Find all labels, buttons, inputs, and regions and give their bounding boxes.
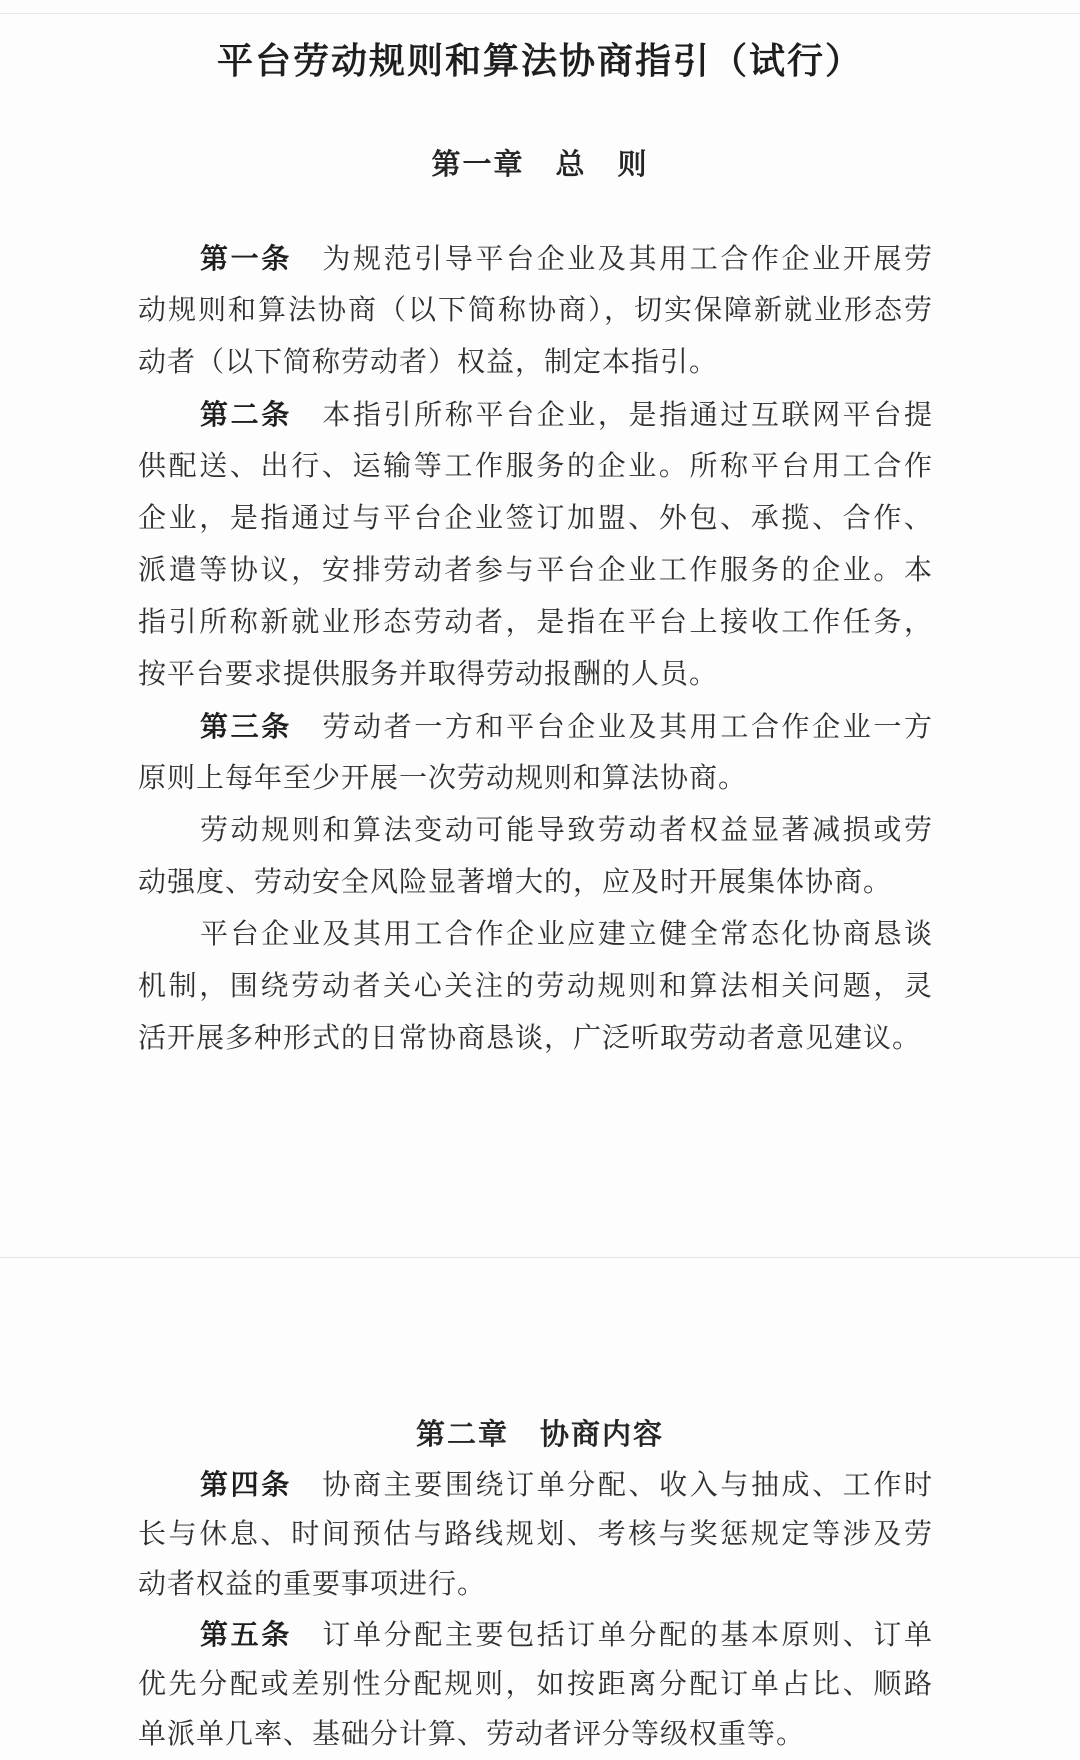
chapter-heading-1: 第一章 总 则 xyxy=(431,149,649,181)
text-line xyxy=(138,753,933,805)
line-text: 企业，是指通过与平台企业签订加盟、外包、承揽、合作、 xyxy=(138,503,933,534)
line-text: 活开展多种形式的日常协商恳谈，广泛听取劳动者意见建议。 xyxy=(138,1023,922,1054)
text-line xyxy=(138,337,933,389)
text-line xyxy=(138,857,933,909)
text-line xyxy=(138,285,933,337)
line-text: 动者（以下简称劳动者）权益，制定本指引。 xyxy=(138,347,719,378)
line-text: 本指引所称平台企业，是指通过互联网平台提 xyxy=(291,400,933,431)
text-line xyxy=(138,1660,933,1710)
document-title: 平台劳动规则和算法协商指引（试行） xyxy=(216,40,863,81)
text-line xyxy=(138,701,933,753)
text-line xyxy=(138,1460,933,1510)
line-text: 单派单几率、基础分计算、劳动者评分等级权重等。 xyxy=(138,1719,806,1750)
text-line xyxy=(138,1610,933,1660)
page-top-divider xyxy=(0,13,1080,14)
line-text: 订单分配主要包括订单分配的基本原则、订单 xyxy=(291,1620,933,1651)
article-number-label: 第五条 xyxy=(200,1619,292,1650)
page-1-body xyxy=(138,233,933,1065)
line-text: 动者权益的重要事项进行。 xyxy=(138,1569,487,1600)
text-line xyxy=(138,493,933,545)
text-line xyxy=(138,233,933,285)
line-text: 机制，围绕劳动者关心关注的劳动规则和算法相关问题，灵 xyxy=(138,971,933,1002)
text-line xyxy=(138,1560,933,1610)
line-text: 协商主要围绕订单分配、收入与抽成、工作时 xyxy=(291,1470,933,1501)
chapter-heading-2: 第二章 协商内容 xyxy=(415,1419,664,1451)
text-line xyxy=(138,961,933,1013)
article-number-label: 第一条 xyxy=(200,243,292,274)
text-line xyxy=(138,1510,933,1560)
text-line xyxy=(138,389,933,441)
page-separator-line xyxy=(0,1257,1080,1258)
line-text: 派遣等协议，安排劳动者参与平台企业工作服务的企业。本 xyxy=(138,555,933,586)
line-text: 供配送、出行、运输等工作服务的企业。所称平台用工合作 xyxy=(138,451,933,482)
page-2-body xyxy=(138,1460,933,1760)
line-text: 按平台要求提供服务并取得劳动报酬的人员。 xyxy=(138,659,719,690)
article-number-label: 第二条 xyxy=(200,399,292,430)
line-text: 劳动者一方和平台企业及其用工合作企业一方 xyxy=(291,712,933,743)
text-line xyxy=(138,805,933,857)
text-line xyxy=(138,909,933,961)
line-text: 长与休息、时间预估与路线规划、考核与奖惩规定等涉及劳 xyxy=(138,1519,933,1550)
text-line xyxy=(138,441,933,493)
line-text: 优先分配或差别性分配规则，如按距离分配订单占比、顺路 xyxy=(138,1669,933,1700)
line-text: 动规则和算法协商（以下简称协商），切实保障新就业形态劳 xyxy=(138,295,933,326)
text-line xyxy=(138,1013,933,1065)
article-number-label: 第三条 xyxy=(200,711,292,742)
line-text: 指引所称新就业形态劳动者，是指在平台上接收工作任务， xyxy=(138,607,933,638)
text-line xyxy=(138,597,933,649)
text-line xyxy=(138,649,933,701)
line-text: 动强度、劳动安全风险显著增大的，应及时开展集体协商。 xyxy=(138,867,893,898)
line-text: 劳动规则和算法变动可能导致劳动者权益显著减损或劳 xyxy=(200,815,933,846)
line-text: 平台企业及其用工合作企业应建立健全常态化协商恳谈 xyxy=(200,919,933,950)
article-number-label: 第四条 xyxy=(200,1469,292,1500)
line-text: 为规范引导平台企业及其用工合作企业开展劳 xyxy=(291,244,933,275)
text-line xyxy=(138,545,933,597)
line-text: 原则上每年至少开展一次劳动规则和算法协商。 xyxy=(138,763,748,794)
